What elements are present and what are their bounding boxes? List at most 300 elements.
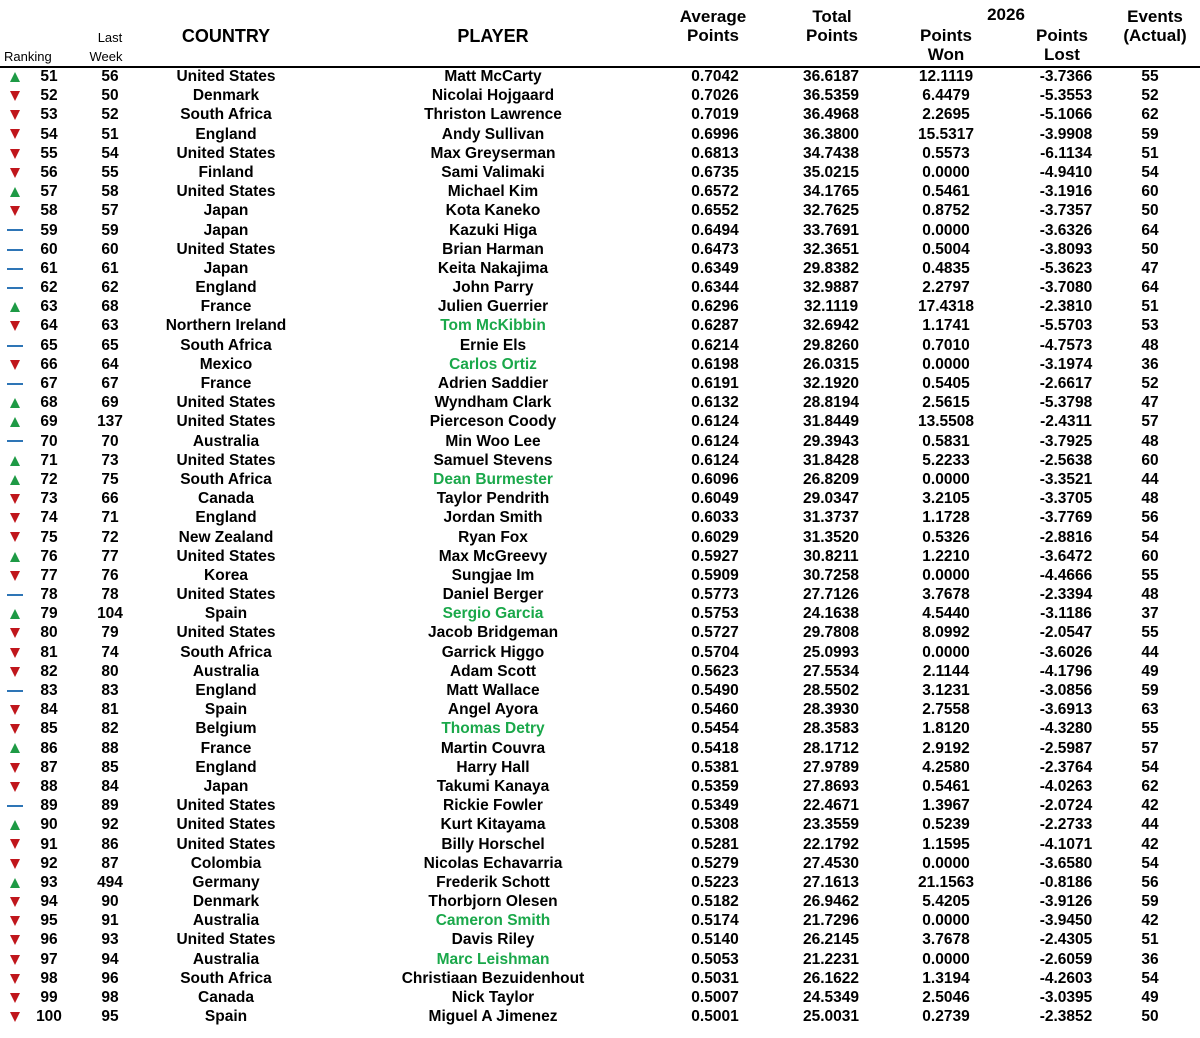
down-arrow-icon [10,513,20,523]
unchanged-dash-icon [7,268,23,270]
table-row [0,566,1200,585]
average-points-cell: 0.5031 [691,969,739,987]
table-row [0,144,1200,163]
points-lost-cell: -4.4666 [1039,566,1093,584]
last-week-cell: 93 [101,931,119,949]
events-cell: 64 [1141,279,1159,297]
average-points-cell: 0.7019 [691,106,739,124]
points-won-cell: 0.8752 [922,202,970,220]
player-cell: Nick Taylor [451,989,535,1006]
points-won-cell: 2.5615 [922,394,970,412]
events-cell: 51 [1141,298,1159,316]
points-won-cell: 1.3194 [922,969,970,987]
points-lost-cell: -5.3798 [1039,394,1093,412]
total-points-cell: 29.8382 [802,259,860,277]
average-points-cell: 0.5773 [691,586,739,604]
table-row [0,547,1200,566]
average-points-cell: 0.5727 [691,624,739,642]
points-lost-cell: -2.4311 [1040,413,1092,431]
down-arrow-icon [10,859,20,869]
events-cell: 50 [1141,202,1159,220]
total-points-cell: 28.3583 [802,720,860,738]
last-week-cell: 66 [101,490,119,508]
table-row [0,297,1200,316]
country-cell: England [195,758,257,776]
table-row [0,585,1200,604]
total-points-cell: 25.0031 [802,1008,860,1026]
total-points-cell: 30.8211 [803,547,859,565]
player-cell: Martin Couvra [440,739,546,757]
header-country: COUNTRY [181,26,271,46]
table-row [0,508,1200,527]
movement-cell [2,297,28,316]
table-row [0,854,1200,873]
events-cell: 47 [1141,259,1159,277]
country-cell: United States [176,68,276,85]
points-lost-cell: -4.0263 [1039,777,1093,795]
player-cell: Garrick Higgo [441,643,545,661]
events-cell: 47 [1141,394,1159,412]
rank-cell: 73 [40,490,58,508]
movement-cell [2,854,28,873]
player-cell: Kurt Kitayama [440,816,546,834]
points-won-cell: 1.1741 [922,317,970,335]
points-lost-cell: -3.7769 [1039,509,1093,527]
down-arrow-icon [10,763,20,773]
down-arrow-icon [10,110,20,120]
up-arrow-icon [10,609,20,619]
unchanged-dash-icon [7,440,23,442]
down-arrow-icon [10,993,20,1003]
player-cell: Wyndham Clark [434,394,552,412]
movement-cell [2,336,28,355]
rank-cell: 80 [40,624,58,642]
country-cell: England [195,125,257,143]
movement-cell [2,316,28,335]
player-cell: Max McGreevy [438,547,548,565]
average-points-cell: 0.5460 [691,701,739,719]
points-lost-cell: -5.1066 [1039,106,1093,124]
last-week-cell: 137 [97,413,123,431]
table-row [0,374,1200,393]
points-won-cell: 0.5573 [922,144,970,162]
player-cell: Sungjae Im [451,566,535,584]
movement-cell [2,451,28,470]
up-arrow-icon [10,398,20,408]
points-lost-cell: -3.6326 [1039,221,1093,239]
events-cell: 54 [1141,758,1159,776]
points-lost-cell: -5.5703 [1039,317,1093,335]
points-won-cell: 0.5461 [922,777,970,795]
down-arrow-icon [10,321,20,331]
points-lost-cell: -5.3553 [1039,87,1093,105]
movement-cell [2,796,28,815]
last-week-cell: 51 [101,125,119,143]
table-row [0,105,1200,124]
country-cell: South Africa [180,643,272,661]
total-points-cell: 28.8194 [802,394,860,412]
down-arrow-icon [10,782,20,792]
points-won-cell: 1.8120 [922,720,970,738]
player-cell: Christiaan Bezuidenhout [401,969,585,987]
points-lost-cell: -2.2733 [1039,816,1093,834]
average-points-cell: 0.5001 [691,1008,739,1026]
up-arrow-icon [10,302,20,312]
movement-cell [2,86,28,105]
events-cell: 50 [1141,240,1159,258]
last-week-cell: 62 [101,279,119,297]
table-row [0,412,1200,431]
movement-cell [2,700,28,719]
rank-cell: 59 [40,221,58,239]
points-won-cell: 6.4479 [922,87,970,105]
rank-cell: 97 [40,950,58,968]
points-won-cell: 15.5317 [917,125,975,143]
events-cell: 62 [1141,777,1159,795]
rank-cell: 85 [40,720,58,738]
last-week-cell: 68 [101,298,119,316]
table-row [0,873,1200,892]
last-week-cell: 76 [101,566,119,584]
country-cell: France [200,298,252,316]
last-week-cell: 87 [101,854,119,872]
down-arrow-icon [10,628,20,638]
unchanged-dash-icon [7,690,23,692]
down-arrow-icon [10,724,20,734]
player-cell: Dean Burmester [433,470,553,488]
country-cell: France [200,739,252,757]
average-points-cell: 0.5279 [691,854,739,872]
movement-cell [2,930,28,949]
rank-cell: 65 [40,336,58,354]
last-week-cell: 71 [101,509,119,527]
average-points-cell: 0.6124 [691,432,739,450]
last-week-cell: 50 [101,87,119,105]
rank-cell: 58 [40,202,58,220]
country-cell: United States [176,547,276,565]
table-row [0,969,1200,988]
average-points-cell: 0.5359 [691,777,739,795]
movement-cell [2,355,28,374]
points-won-cell: 0.0000 [922,163,970,181]
table-row [0,278,1200,297]
player-cell: Adam Scott [449,662,537,680]
player-cell: Keita Nakajima [437,259,549,277]
events-cell: 53 [1141,317,1159,335]
points-lost-cell: -4.1796 [1039,662,1093,680]
header-lost-line2: Lost [1044,45,1080,64]
points-lost-cell: -3.7925 [1039,432,1093,450]
movement-cell [2,815,28,834]
unchanged-dash-icon [7,805,23,807]
points-won-cell: 3.1231 [922,682,970,699]
down-arrow-icon [10,935,20,945]
player-cell: Kota Kaneko [445,202,541,220]
last-week-cell: 90 [101,893,119,911]
average-points-cell: 0.6096 [691,470,739,488]
player-cell: Andy Sullivan [441,125,545,143]
events-cell: 62 [1141,106,1159,124]
movement-cell [2,681,28,700]
movement-cell [2,873,28,892]
points-lost-cell: -3.6580 [1039,854,1093,872]
total-points-cell: 28.1712 [802,739,860,757]
average-points-cell: 0.6124 [691,451,739,469]
down-arrow-icon [10,916,20,926]
movement-cell [2,393,28,412]
player-cell: Kazuki Higa [449,221,537,239]
country-cell: Japan [203,202,249,220]
country-cell: France [200,375,252,392]
last-week-cell: 494 [97,873,123,891]
down-arrow-icon [10,532,20,542]
rank-cell: 78 [40,586,58,604]
average-points-cell: 0.7026 [691,87,739,105]
points-won-cell: 0.0000 [922,355,970,373]
points-lost-cell: -3.3521 [1039,470,1093,488]
movement-cell [2,892,28,911]
country-cell: United States [176,394,276,412]
events-cell: 50 [1141,1008,1159,1026]
points-won-cell: 4.2580 [922,758,970,776]
last-week-cell: 67 [101,375,119,392]
average-points-cell: 0.6124 [691,413,739,431]
movement-cell [2,911,28,930]
table-row [0,432,1200,451]
average-points-cell: 0.6049 [691,490,739,508]
player-cell: Angel Ayora [447,701,539,719]
table-row [0,988,1200,1007]
total-points-cell: 22.1792 [802,835,860,853]
movement-cell [2,988,28,1007]
last-week-cell: 91 [101,912,119,930]
country-cell: Mexico [199,355,253,373]
player-cell: Ryan Fox [458,528,528,546]
points-lost-cell: -3.7366 [1039,68,1093,85]
player-cell: Thriston Lawrence [424,106,562,124]
down-arrow-icon [10,360,20,370]
rank-cell: 86 [40,739,58,757]
events-cell: 64 [1141,221,1159,239]
country-cell: England [195,509,257,527]
country-cell: New Zealand [178,528,274,546]
table-row [0,393,1200,412]
movement-cell [2,739,28,758]
player-cell: Max Greyserman [430,144,556,162]
table-row [0,950,1200,969]
up-arrow-icon [10,878,20,888]
last-week-cell: 64 [101,355,119,373]
events-cell: 36 [1141,355,1159,373]
header-year: 2026 [987,5,1025,24]
table-row [0,67,1200,86]
country-cell: United States [176,624,276,642]
total-points-cell: 26.0315 [802,355,860,373]
last-week-cell: 60 [101,240,119,258]
movement-cell [2,240,28,259]
country-cell: Denmark [192,87,260,105]
points-lost-cell: -3.6026 [1039,643,1093,661]
movement-cell [2,259,28,278]
points-lost-cell: -0.8186 [1039,873,1093,891]
header-events-line2: (Actual) [1123,26,1187,45]
table-row [0,182,1200,201]
total-points-cell: 23.3559 [802,816,860,834]
total-points-cell: 32.1119 [803,298,859,316]
events-cell: 44 [1141,643,1159,661]
points-lost-cell: -3.0395 [1039,989,1093,1006]
average-points-cell: 0.6572 [691,183,739,201]
country-cell: Australia [192,662,260,680]
table-row [0,489,1200,508]
rank-cell: 90 [40,816,58,834]
points-won-cell: 21.1563 [917,873,975,891]
table-row [0,470,1200,489]
events-cell: 54 [1141,528,1159,546]
table-row [0,643,1200,662]
down-arrow-icon [10,206,20,216]
average-points-cell: 0.6494 [691,221,739,239]
average-points-cell: 0.5174 [691,912,739,930]
country-cell: United States [176,183,276,201]
header-won-line2: Won [927,45,965,64]
header-last-week-line1: Last [97,30,123,45]
down-arrow-icon [10,667,20,677]
table-row [0,163,1200,182]
country-cell: Finland [198,163,254,181]
average-points-cell: 0.5281 [691,835,739,853]
total-points-cell: 29.8260 [802,336,860,354]
total-points-cell: 28.5502 [802,682,860,699]
total-points-cell: 31.8428 [802,451,860,469]
rank-cell: 54 [40,125,58,143]
points-won-cell: 3.7678 [922,586,970,604]
last-week-cell: 81 [101,701,119,719]
points-won-cell: 2.7558 [922,701,970,719]
rank-cell: 62 [40,279,58,297]
player-cell: Taylor Pendrith [436,490,550,508]
average-points-cell: 0.6191 [691,375,739,392]
total-points-cell: 26.2145 [802,931,860,949]
rank-cell: 66 [40,355,58,373]
points-lost-cell: -2.3764 [1039,758,1093,776]
table-row [0,739,1200,758]
points-won-cell: 17.4318 [917,298,975,316]
table-row [0,604,1200,623]
last-week-cell: 82 [101,720,119,738]
table-row [0,700,1200,719]
points-lost-cell: -3.1916 [1039,183,1093,201]
down-arrow-icon [10,494,20,504]
table-row [0,221,1200,240]
events-cell: 55 [1141,720,1159,738]
points-won-cell: 0.0000 [922,950,970,968]
country-cell: Canada [198,989,254,1006]
player-cell: Daniel Berger [442,586,544,604]
last-week-cell: 70 [101,432,119,450]
points-won-cell: 0.4835 [922,259,970,277]
last-week-cell: 61 [101,259,119,277]
rank-cell: 96 [40,931,58,949]
player-cell: Michael Kim [447,183,539,201]
player-cell: Nicolai Hojgaard [431,87,555,105]
points-lost-cell: -3.6913 [1039,701,1093,719]
rank-cell: 98 [40,969,58,987]
country-cell: Colombia [190,854,262,872]
events-cell: 42 [1141,835,1159,853]
table-row [0,719,1200,738]
country-cell: United States [176,816,276,834]
points-lost-cell: -3.1186 [1040,605,1092,623]
down-arrow-icon [10,571,20,581]
table-row [0,930,1200,949]
up-arrow-icon [10,187,20,197]
table-row [0,451,1200,470]
rank-cell: 89 [40,797,58,815]
total-points-cell: 24.1638 [802,605,860,623]
rank-cell: 77 [40,566,58,584]
unchanged-dash-icon [7,383,23,385]
player-cell: Sami Valimaki [441,163,545,181]
rank-cell: 84 [40,701,58,719]
last-week-cell: 83 [101,682,119,699]
events-cell: 59 [1141,893,1159,911]
unchanged-dash-icon [7,594,23,596]
points-won-cell: 0.0000 [922,854,970,872]
points-lost-cell: -2.3852 [1039,1008,1093,1026]
country-cell: Denmark [192,893,260,911]
down-arrow-icon [10,705,20,715]
events-cell: 54 [1141,163,1159,181]
last-week-cell: 80 [101,662,119,680]
rank-cell: 72 [40,470,58,488]
header-total-line1: Total [812,7,852,26]
points-lost-cell: -2.4305 [1039,931,1093,949]
down-arrow-icon [10,955,20,965]
up-arrow-icon [10,72,20,82]
rank-cell: 100 [36,1008,62,1026]
points-lost-cell: -6.1134 [1040,144,1092,162]
country-cell: South Africa [180,336,272,354]
country-cell: Japan [203,259,249,277]
points-won-cell: 1.3967 [922,797,970,815]
points-lost-cell: -3.9450 [1039,912,1093,930]
unchanged-dash-icon [7,287,23,289]
table-row [0,758,1200,777]
player-cell: Davis Riley [451,931,535,949]
events-cell: 57 [1141,739,1159,757]
events-cell: 44 [1141,816,1159,834]
down-arrow-icon [10,91,20,101]
average-points-cell: 0.6813 [691,144,739,162]
points-won-cell: 4.5440 [922,605,970,623]
rank-cell: 88 [40,777,58,795]
movement-cell [2,432,28,451]
player-cell: Billy Horschel [441,835,545,853]
movement-cell [2,508,28,527]
country-cell: United States [176,144,276,162]
unchanged-dash-icon [7,249,23,251]
total-points-cell: 26.9462 [802,893,860,911]
rank-cell: 83 [40,682,58,699]
points-won-cell: 13.5508 [917,413,975,431]
movement-cell [2,585,28,604]
events-cell: 49 [1141,662,1159,680]
average-points-cell: 0.5223 [691,873,739,891]
player-cell: Adrien Saddier [437,375,549,392]
country-cell: Japan [203,221,249,239]
total-points-cell: 21.7296 [802,912,860,930]
